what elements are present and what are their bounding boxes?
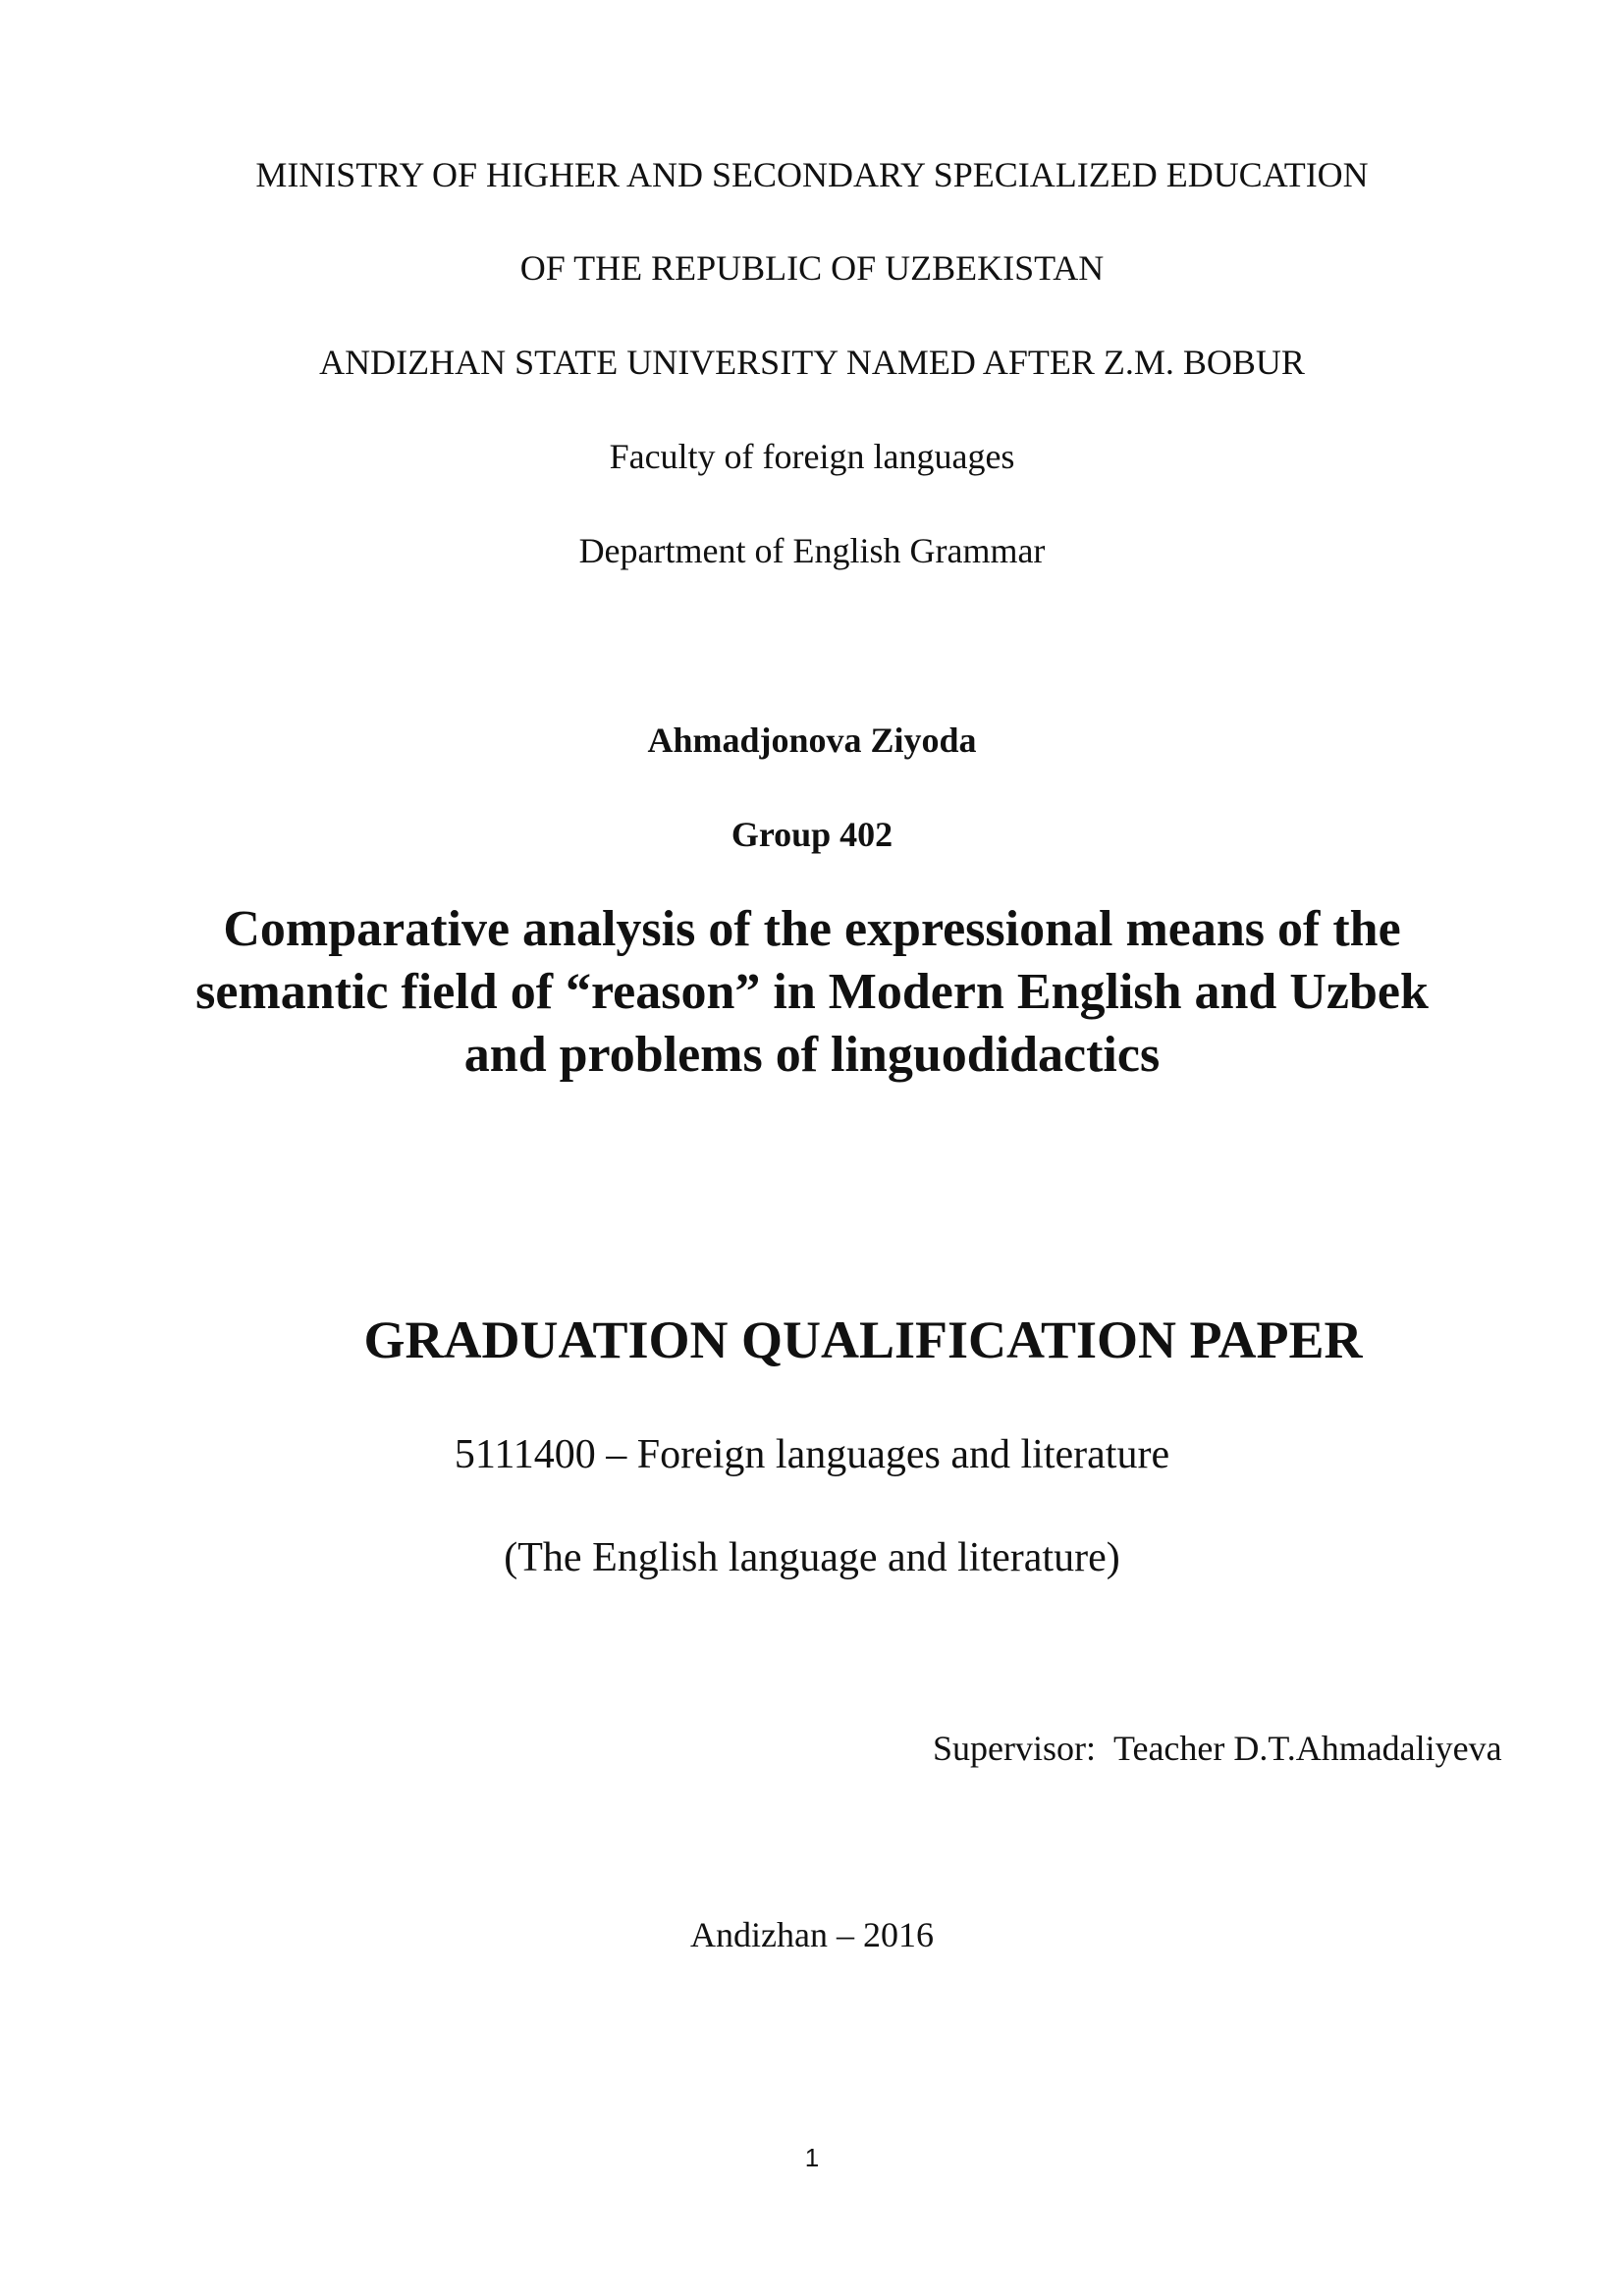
- specialty-subtitle: (The English language and literature): [504, 1535, 1120, 1580]
- ministry-line-2: OF THE REPUBLIC OF UZBEKISTAN: [519, 248, 1105, 288]
- supervisor-name: Teacher D.T.Ahmadaliyeva: [1113, 1729, 1502, 1768]
- ministry-line-1: MINISTRY OF HIGHER AND SECONDARY SPECIALIZED EDUCATION: [255, 155, 1369, 194]
- supervisor-block: [933, 1728, 1502, 1769]
- author-group: Group 402: [731, 815, 893, 854]
- faculty-name: Faculty of foreign languages: [609, 437, 1015, 476]
- thesis-title: Comparative analysis of the expressional means of the semantic field of “reason” in Modern English and Uzbek and problems of linguodidactics: [195, 901, 1429, 1083]
- page-number: 1: [804, 2143, 820, 2172]
- specialty-code: 5111400 – Foreign languages and literature: [454, 1432, 1170, 1477]
- author-name: Ahmadjonova Ziyoda: [647, 721, 977, 760]
- department-name: Department of English Grammar: [578, 531, 1046, 570]
- university-name: ANDIZHAN STATE UNIVERSITY NAMED AFTER Z.M. BOBUR: [319, 343, 1305, 382]
- supervisor-label: Supervisor:: [933, 1729, 1096, 1768]
- place-year: Andizhan – 2016: [690, 1915, 934, 1954]
- paper-type-heading: GRADUATION QUALIFICATION PAPER: [363, 1310, 1363, 1369]
